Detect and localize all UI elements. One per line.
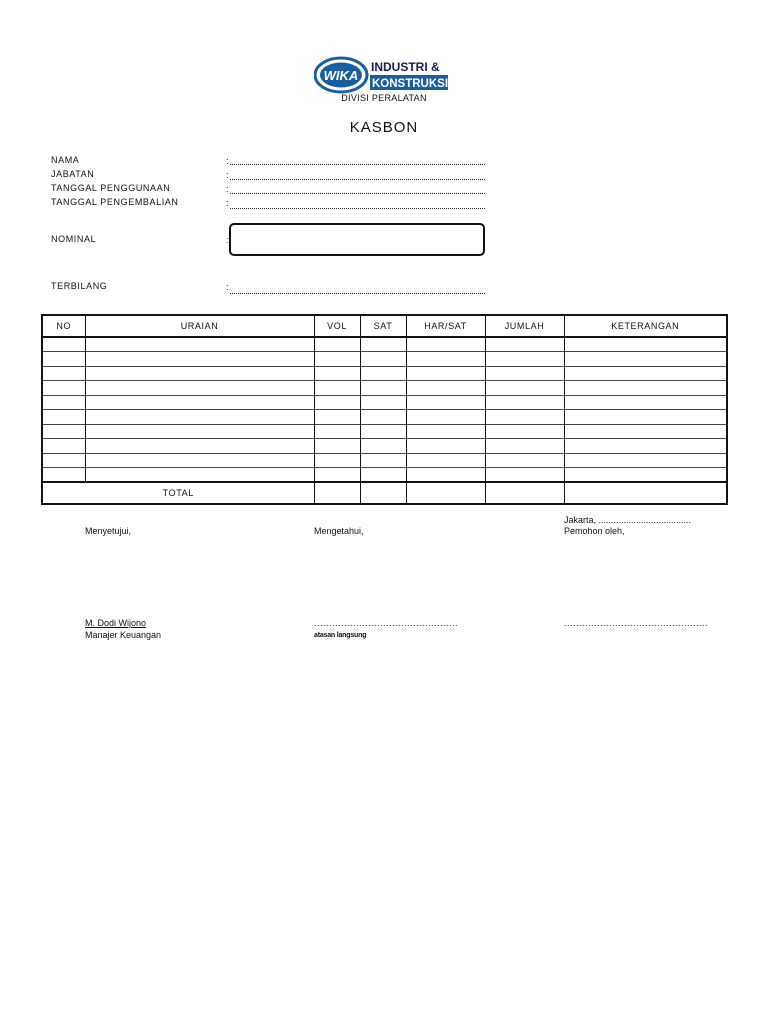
table-cell[interactable] — [360, 337, 406, 352]
table-cell[interactable] — [485, 395, 564, 410]
column-header-sat: SAT — [360, 315, 406, 337]
table-cell[interactable] — [564, 337, 727, 352]
table-cell[interactable] — [564, 352, 727, 367]
document-title: KASBON — [349, 119, 419, 136]
table-row — [42, 468, 727, 483]
table-cell[interactable] — [485, 468, 564, 483]
table-cell[interactable] — [42, 381, 85, 396]
table-cell[interactable] — [360, 439, 406, 454]
table-cell[interactable] — [42, 439, 85, 454]
table-cell[interactable] — [85, 439, 314, 454]
table-cell[interactable] — [314, 352, 360, 367]
table-cell[interactable] — [360, 381, 406, 396]
table-cell[interactable] — [564, 453, 727, 468]
table-cell[interactable] — [42, 352, 85, 367]
items-table — [41, 314, 728, 505]
column-header-jumlah: JUMLAH — [485, 315, 564, 337]
total-cell[interactable] — [360, 482, 406, 504]
table-cell[interactable] — [564, 381, 727, 396]
field-tanggal-penggunaan-line[interactable] — [230, 193, 485, 194]
date-line: Jakarta, ..................................... — [564, 515, 692, 525]
field-label-nama: NAMA — [51, 155, 80, 165]
table-cell[interactable] — [360, 453, 406, 468]
table-cell[interactable] — [42, 395, 85, 410]
field-label-jabatan: JABATAN — [51, 169, 95, 179]
table-cell[interactable] — [314, 453, 360, 468]
table-cell[interactable] — [314, 424, 360, 439]
table-cell[interactable] — [360, 410, 406, 425]
table-cell[interactable] — [564, 410, 727, 425]
table-cell[interactable] — [85, 352, 314, 367]
total-cell[interactable] — [564, 482, 727, 504]
table-row — [42, 337, 727, 352]
table-cell[interactable] — [85, 468, 314, 483]
approver-position: Manajer Keuangan — [85, 630, 162, 640]
table-cell[interactable] — [85, 366, 314, 381]
table-cell[interactable] — [406, 366, 485, 381]
applicant-role-label: Pemohon oleh, — [564, 526, 625, 536]
table-cell[interactable] — [485, 453, 564, 468]
total-row — [42, 482, 727, 504]
table-cell[interactable] — [360, 424, 406, 439]
field-nama-line[interactable] — [230, 164, 485, 165]
table-cell[interactable] — [85, 453, 314, 468]
table-cell[interactable] — [42, 410, 85, 425]
total-cell[interactable] — [485, 482, 564, 504]
wika-logo-line1: INDUSTRI & — [371, 60, 440, 74]
table-cell[interactable] — [406, 352, 485, 367]
table-cell[interactable] — [314, 337, 360, 352]
nominal-input-box[interactable] — [229, 223, 485, 256]
table-cell[interactable] — [314, 395, 360, 410]
table-cell[interactable] — [406, 410, 485, 425]
total-label: TOTAL — [42, 482, 314, 504]
table-cell[interactable] — [406, 424, 485, 439]
table-cell[interactable] — [85, 424, 314, 439]
items-table-body — [42, 337, 727, 482]
table-row — [42, 424, 727, 439]
table-cell[interactable] — [42, 366, 85, 381]
field-tanggal-pengembalian-line[interactable] — [230, 208, 485, 209]
acknowledger-position: atasan langsung — [314, 632, 367, 639]
wika-logo-mark-text: WIKA — [323, 68, 359, 83]
table-cell[interactable] — [485, 337, 564, 352]
table-cell[interactable] — [360, 468, 406, 483]
field-jabatan-line[interactable] — [230, 179, 485, 180]
table-cell[interactable] — [85, 410, 314, 425]
table-row — [42, 381, 727, 396]
table-row — [42, 410, 727, 425]
table-cell[interactable] — [360, 352, 406, 367]
table-cell[interactable] — [42, 468, 85, 483]
field-label-nominal: NOMINAL — [51, 234, 97, 244]
table-row — [42, 395, 727, 410]
table-header-row — [42, 315, 727, 337]
table-cell[interactable] — [406, 381, 485, 396]
column-header-vol: VOL — [314, 315, 360, 337]
table-cell[interactable] — [564, 395, 727, 410]
table-cell[interactable] — [485, 410, 564, 425]
table-cell[interactable] — [360, 395, 406, 410]
table-cell[interactable] — [314, 439, 360, 454]
wika-logo-line2: KONSTRUKSI — [372, 78, 449, 90]
table-cell[interactable] — [314, 468, 360, 483]
table-cell[interactable] — [314, 410, 360, 425]
table-row — [42, 366, 727, 381]
acknowledger-signature-line[interactable]: ................................................ — [314, 618, 459, 628]
table-cell[interactable] — [485, 439, 564, 454]
table-cell[interactable] — [485, 366, 564, 381]
column-header-har-sat: HAR/SAT — [406, 315, 485, 337]
table-cell[interactable] — [314, 381, 360, 396]
total-cell[interactable] — [406, 482, 485, 504]
table-cell[interactable] — [85, 381, 314, 396]
table-cell[interactable] — [85, 337, 314, 352]
field-colon: : — [226, 156, 229, 166]
column-header-no: NO — [42, 315, 85, 337]
field-colon: : — [226, 282, 229, 292]
table-cell[interactable] — [42, 424, 85, 439]
table-cell[interactable] — [485, 352, 564, 367]
table-cell[interactable] — [42, 453, 85, 468]
table-cell[interactable] — [564, 424, 727, 439]
table-row — [42, 439, 727, 454]
table-cell[interactable] — [485, 381, 564, 396]
table-cell[interactable] — [406, 468, 485, 483]
table-cell[interactable] — [406, 453, 485, 468]
column-header-uraian: URAIAN — [85, 315, 314, 337]
table-cell[interactable] — [485, 424, 564, 439]
field-colon: : — [226, 235, 229, 245]
approver-name: M. Dodi Wijono — [85, 618, 147, 628]
table-cell[interactable] — [406, 337, 485, 352]
table-cell[interactable] — [564, 468, 727, 483]
applicant-signature-line[interactable]: ................................................ — [564, 618, 709, 628]
table-cell[interactable] — [360, 366, 406, 381]
field-label-tanggal-penggunaan: TANGGAL PENGGUNAAN — [51, 183, 171, 193]
field-colon: : — [226, 184, 229, 194]
field-terbilang-line[interactable] — [230, 293, 485, 294]
table-cell[interactable] — [564, 439, 727, 454]
approver-role-label: Menyetujui, — [85, 526, 132, 536]
division-name: DIVISI PERALATAN — [341, 93, 427, 103]
table-cell[interactable] — [406, 395, 485, 410]
table-cell[interactable] — [314, 366, 360, 381]
field-colon: : — [226, 198, 229, 208]
table-row — [42, 352, 727, 367]
total-cell[interactable] — [314, 482, 360, 504]
field-label-tanggal-pengembalian: TANGGAL PENGEMBALIAN — [51, 197, 179, 207]
table-cell[interactable] — [406, 439, 485, 454]
field-label-terbilang: TERBILANG — [51, 281, 108, 291]
table-cell[interactable] — [85, 395, 314, 410]
table-row — [42, 453, 727, 468]
field-colon: : — [226, 170, 229, 180]
column-header-keterangan: KETERANGAN — [564, 315, 727, 337]
table-cell[interactable] — [564, 366, 727, 381]
acknowledger-role-label: Mengetahui, — [314, 526, 364, 536]
wika-logo — [314, 56, 450, 94]
table-cell[interactable] — [42, 337, 85, 352]
